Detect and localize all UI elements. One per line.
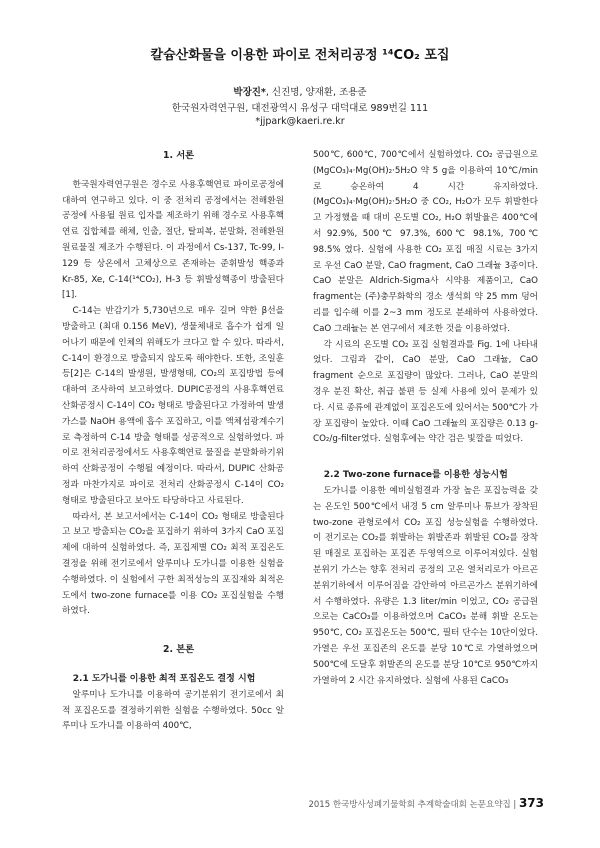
corresponding-author: 박장진* — [233, 87, 266, 98]
subsection-2-1-paragraph-continued: 500℃, 600℃, 700℃에서 실험하였다. CO₂ 공급원으로 (MgCO₃)₄·Mg(OH)₂·5H₂O 약 5 g을 이용하여 10℃/min로 승온하여 4 시간 유지하였다. (MgCO₃)₄·Mg(OH)₂·5H₂O 중 CO₂, H₂O가 모두 휘발한다고 가정했을 때 대비 온도별 CO₂, H₂O 휘발율은 400℃에서 92.9%, 500℃ 97.3%, 600℃ 98.1%, 700℃ 98.5% 였다. 실험에 사용한 CO₂ 포집 매질 시료는 3가지로 우선 CaO 분말, CaO fragment, CaO 그래뉼 3종이다. CaO 분말은 Aldrich-Sigma사 시약용 제품이고, CaO fragment는 (주)충무화학의 경소 생석회 약 25 mm 덩어리를 입수해 이를 2~3 mm 정도로 분쇄하여 사용하였다. CaO 그래뉼는 본 연구에서 제조한 것을 이용하였다. — [313, 150, 538, 334]
right-column — [313, 148, 538, 689]
co-authors: , 신진명, 양재환, 조용준 — [265, 87, 367, 98]
left-column — [62, 148, 284, 735]
section-1-heading: 1. 서론 — [162, 150, 195, 161]
section-2-heading: 2. 본론 — [162, 644, 195, 656]
journal-name: 2015 한국방사성폐기물학회 추계학술대회 논문요약집 | — [308, 800, 517, 810]
affiliation: 한국원자력연구원, 대전광역시 유성구 대덕대로 989번길 111 — [171, 103, 429, 114]
subsection-2-1-paragraph: 각 시료의 온도별 CO₂ 포집 실험결과를 Fig. 1에 나타내었다. 그림과 같이, CaO 분말, CaO 그래뉼, CaO fragment 순으로 포집량이 많았다. 그러나, CaO 분말의 경우 분진 확산, 취급 불편 등 실제 사용에 있어 문제가 있다. 시료 종류에 관계없이 포집온도에 있어서는 500℃가 가장 포집량이 높았다. 이때 CaO 그래뉼의 포집량은 0.13 g-CO₂/g-filter였다. 실험후에는 약간 검은 빛깔을 띠었다. — [313, 339, 538, 445]
page-number: 373 — [518, 796, 544, 810]
paper-title: 칼슘산화물을 이용한 파이로 전처리공정 ¹⁴CO₂ 포집 — [150, 48, 450, 63]
section-1-paragraph: 한국원자력연구원은 경수로 사용후핵연료 파이로공정에 대하여 연구하고 있다. 이 중 전처리 공정에서는 전해환원공정에 사용될 원료 입자를 제조하기 위해 경수로 사용후핵연료 집합체를 해체, 인출, 절단, 탈피복, 분말화, 전해환원 원료물질 제조가 수행된다. 이 과정에서 Cs-137, Tc-99, I-129 등 상온에서 고체상으로 존재하는 준휘발성 핵종과 Kr-85, Xe, C-14(¹⁴CO₂), H-3 등 휘발성핵종이 방출된다[1]. — [62, 179, 284, 301]
section-1-paragraph: C-14는 반감기가 5,730년으로 매우 길며 약한 β선을 방출하고 (최대 0.156 MeV), 생물체내로 흡수가 쉽게 일어나기 때문에 인체의 위해도가 크다고 할 수 있다. 따라서, C-14이 환경으로 방출되지 않도록 해야한다. 또한, 조일훈 등[2]은 C-14의 발생원, 발생형태, CO₂의 포집방법 등에 대하여 조사하여 보고하였다. DUPIC공정의 사용후핵연료 산화공정시 C-14이 CO₂ 형태로 방출된다고 가정하여 발생가스를 NaOH 용액에 흡수 포집하고, 이를 액체섬광계수기로 측정하여 C-14 방출 형태를 성공적으로 실험하였다. 파이로 전처리공정에서도 사용후핵연료 물질을 분말화하기위하여 산화공정이 수행될 예정이다. 따라서, DUPIC 산화공정과 마찬가지로 파이로 전처리 산화공정시 C-14이 CO₂ 형태로 방출된다고 보아도 타당하다고 사료된다. — [62, 306, 284, 506]
subsection-2-1-paragraph: 알루미나 도가니를 이용하여 공기분위기 전기로에서 최적 포집온도를 결정하기위한 실험을 수행하였다. 50cc 알루미나 도가니를 이용하여 400℃, — [62, 689, 284, 732]
subsection-2-1-heading: 2.1 도가니를 이용한 최적 포집온도 결정 시험 — [72, 673, 256, 684]
page-footer — [308, 796, 544, 810]
subsection-2-2-heading: 2.2 Two-zone furnace를 이용한 성능시험 — [323, 470, 508, 481]
author-line — [0, 84, 600, 98]
section-1-paragraph: 따라서, 본 보고서에서는 C-14이 CO₂ 형태로 방출된다고 보고 방출되는 CO₂을 포집하기 위하여 3가지 CaO 포집제에 대하여 실험하였다. 즉, 포집제별 CO₂ 최적 포집온도 결정을 위해 전기로에서 알루미나 도가니를 이용한 실험을 수행하였다. 이 실험에서 구한 최적성능의 포집재와 최적온도에서 two-zone furnace를 이용 CO₂ 포집실험을 수행 하였다. — [62, 511, 284, 617]
subsection-2-2-paragraph: 도가니를 이용한 예비실험결과 가장 높은 포집능력을 갖는 온도인 500℃에서 내경 5 cm 알루미나 튜브가 장착된 two-zone 관형로에서 CO₂ 포집 성능실험을 수행하였다. 이 전기로는 CO₂를 휘발하는 휘발존과 휘발된 CO₂를 장착된 매질로 포집하는 포집존 두영역으로 이루어져있다. 실험 분위기 가스는 향후 전처리 공정의 고온 열처리로가 아르곤분위기하에서 이루어짐을 감안하여 아르곤가스 분위기하에서 수행하였다. 유량은 1.3 liter/min 이었고, CO₂ 공급원으로는 CaCO₃를 이용하였으며 CaCO₃ 분해 휘발 온도는 950℃, CO₂ 포집온도는 500℃, 필터 단수는 10단이었다. 가열은 우선 포집존의 온도를 분당 10℃로 가열하였으며 500℃에 도달후 휘발존의 온도를 분당 10℃로 950℃까지 가열하여 2 시간 유지하였다. 실험에 사용된 CaCO₃ — [313, 485, 538, 686]
contact-email: *jjpark@kaeri.re.kr — [255, 116, 345, 127]
